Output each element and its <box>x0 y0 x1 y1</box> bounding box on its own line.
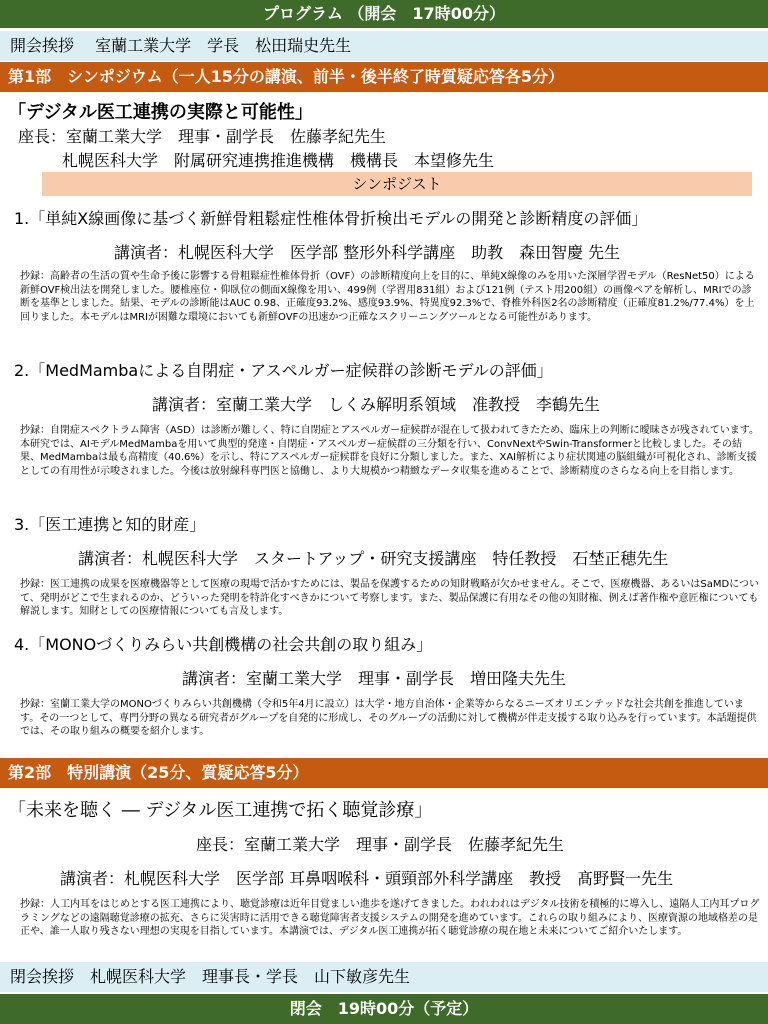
part1-chair-1: 座長：室蘭工業大学 理事・副学長 佐藤孝紀先生 <box>18 127 387 146</box>
talk-4-title: 4.「MONOづくりみらい共創機構の社会共創の取り組み」 <box>14 635 433 654</box>
closing-time: 閉会 19時00分（予定） <box>289 999 479 1018</box>
talk-2-title: 2.「MedMambaによる自閉症・アスペルガー症候群の診断モデルの評価」 <box>14 361 553 380</box>
talk-3-title: 3.「医工連携と知的財産」 <box>14 515 206 534</box>
part2-heading <box>0 758 768 788</box>
program-header <box>0 0 768 28</box>
part1-heading-text: 第1部 シンポジウム（一人15分の講演、前半・後半終了時質疑応答各5分） <box>8 67 564 86</box>
closing-footer <box>0 994 768 1024</box>
talk-3-abstract: 抄録：医工連携の成果を医療機器等として医療の現場で活かすためには、製品を保護するための知財戦略が欠かせません。そこで、医療機器、あるいはSaMDについて、発明がどこで生まれるのか、どういった発明を特許化すべきかについて考察します。また、製品保護に有用なその他の知財権、例えば著作権や意匠権についても解説します。知財としての医療情報についても言及します。 <box>20 579 760 617</box>
closing-greeting-text: 閉会挨拶 札幌医科大学 理事長・学長 山下敏彦先生 <box>10 967 411 986</box>
opening-greeting-text: 開会挨拶 室蘭工業大学 学長 松田瑞史先生 <box>10 36 352 55</box>
part2-chair: 座長：室蘭工業大学 理事・副学長 佐藤孝紀先生 <box>196 835 565 854</box>
talk-1-abstract: 抄録：高齢者の生活の質や生命予後に影響する骨粗鬆症性椎体骨折（OVF）の診断精度向上を目的に、単純X線像のみを用いた深層学習モデル（ResNet50）による新鮮OVF検出法を開発しました。腰椎座位・仰臥位の側面X線像を用い、499例（学習用831組）および121例（テスト用200組）の画像ペアを解析し、MRIでの診断を基準としました。結果、モデルの診断能はAUC 0.98、正確度93.2%、感度93.9%、特異度92.3%で、脊椎外科医2名の診断精度（正確度81.2%/77.4%）を上回りました。本モデルはMRIが困難な環境においても新鮮OVFの迅速かつ正確なスクリーニングツールとなる可能性があります。 <box>20 271 755 323</box>
talk-4-speaker: 講演者：室蘭工業大学 理事・副学長 増田隆夫先生 <box>182 669 567 688</box>
part1-heading <box>0 62 768 92</box>
part2-title: 「未来を聴く ― デジタル医工連携で拓く聴覚診療」 <box>8 800 433 821</box>
talk-1-title: 1.「単純X線画像に基づく新鮮骨粗鬆症性椎体骨折検出モデルの開発と診断精度の評価」 <box>14 209 648 228</box>
part2-heading-text: 第2部 特別講演（25分、質疑応答5分） <box>8 763 309 782</box>
talk-1-speaker: 講演者：札幌医科大学 医学部 整形外科学講座 助教 森田智慶 先生 <box>114 243 621 262</box>
program-title: プログラム （開会 17時00分） <box>263 4 505 23</box>
talk-2-abstract: 抄録：自閉症スペクトラム障害（ASD）は診断が難しく、特に自閉症とアスペルガー症候群が混在して扱われてきたため、臨床上の判断に曖昧さが残されています。本研究では、AIモデルMedMambaを用いて典型的発達・自閉症・アスペルガー症候群の三分類を行い、ConvNextやSwin-Transformerと比較しました。その結果、MedMambaは最も高精度（40.6%）を示し、特にアスペルガー症候群を良好に分類しました。また、XAI解析により症状関連の脳組織が可視化され、診断支援としての有用性が示唆されました。今後は放射線科専門医と協働し、より大規模かつ精緻なデータ収集を進めることで、診断精度のさらなる向上を目指します。 <box>20 425 759 477</box>
opening-greeting <box>0 31 768 61</box>
part2-abstract: 抄録：人工内耳をはじめとする医工連携により、聴覚診療は近年目覚ましい進歩を遂げてきました。われわれはデジタル技術を積極的に導入し、遠隔人工内耳プログラミングなどの遠隔聴覚診療の拡充、さらに災害時に活用できる聴覚障害者支援システムの開発を進めています。これらの取り組みにより、医療資源の地域格差の是正や、誰一人取り残さない理想の実現を目指しています。本講演では、デジタル医工連携が拓く聴覚診療の現在地と未来についてご紹介いたします。 <box>20 899 760 937</box>
part1-chair-2: 札幌医科大学 附属研究連携推進機構 機構長 本望修先生 <box>62 151 495 170</box>
part1-title: 「デジタル医工連携の実際と可能性」 <box>8 102 313 123</box>
talk-2-speaker: 講演者：室蘭工業大学 しくみ解明系領域 准教授 李鶴先生 <box>152 395 601 414</box>
talk-4-abstract: 抄録：室蘭工業大学のMONOづくりみらい共創機構（令和5年4月に設立）は大学・地方自治体・企業等からなるニーズオリエンテッドな社会共創を推進しています。その一つとして、専門分野の異なる研究者がグループを自発的に形成し、そのグループの活動に対して機構が伴走支援する取り込みを行っています。本話題提供では、その取り組みの概要を紹介します。 <box>20 699 757 737</box>
closing-greeting <box>0 962 768 992</box>
talk-3-speaker: 講演者：札幌医科大学 スタートアップ・研究支援講座 特任教授 石埜正穂先生 <box>78 549 669 568</box>
part2-speaker: 講演者：札幌医科大学 医学部 耳鼻咽喉科・頭頸部外科学講座 教授 髙野賢一先生 <box>60 869 674 888</box>
symposist-label: シンポジスト <box>42 172 752 196</box>
